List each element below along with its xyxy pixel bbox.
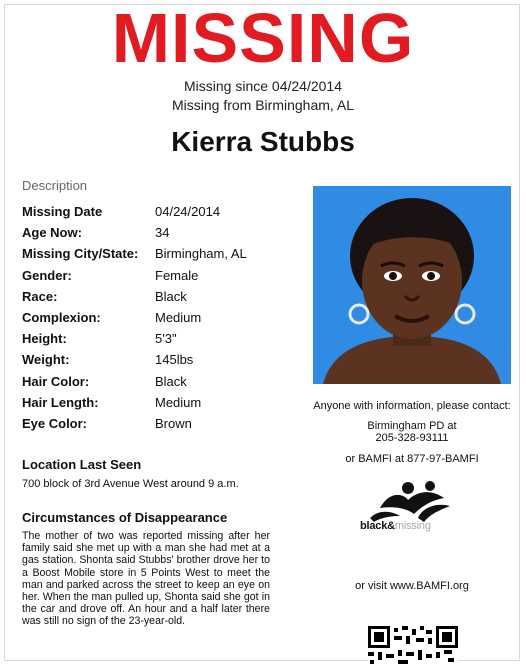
detail-label: Age Now:	[22, 225, 82, 241]
logo-figures-icon	[360, 478, 460, 522]
detail-row	[22, 201, 312, 222]
detail-label: Height:	[22, 331, 67, 347]
detail-label: Weight:	[22, 352, 70, 368]
circumstances-heading: Circumstances of Disappearance	[22, 510, 228, 525]
detail-label: Missing Date	[22, 204, 103, 219]
contact-intro: Anyone with information, please contact:	[313, 400, 511, 412]
detail-row	[22, 392, 312, 413]
detail-row	[22, 265, 312, 286]
detail-label: Eye Color:	[22, 415, 88, 431]
detail-value: Black	[155, 288, 187, 304]
detail-value: 04/24/2014	[155, 204, 221, 219]
missing-since: Missing since 04/24/2014	[184, 78, 342, 94]
detail-value: 145lbs	[155, 352, 194, 368]
detail-value: Black	[155, 373, 187, 389]
detail-value: 5'3"	[155, 331, 177, 347]
details-list	[22, 201, 312, 434]
detail-value: Medium	[155, 309, 202, 325]
detail-label: Hair Length:	[22, 394, 99, 410]
detail-row	[22, 222, 312, 243]
portrait-illustration	[313, 186, 511, 384]
detail-row	[22, 413, 312, 434]
qr-code[interactable]	[368, 626, 458, 665]
circumstances-text: The mother of two was reported missing after her family said she met up with a man she had met at a gas station. Shonta said Stubbs' brother drove her to a Boost Mobile store in 5 Points West to meet the man and parked across the street to keep an eye on her. When the man pulled up, Shonta said she got in the car and drove off. An hour and a half later there was still no sign of the 23-year-old.	[22, 530, 270, 628]
detail-label: Gender:	[22, 267, 72, 283]
detail-row	[22, 349, 312, 370]
detail-row	[22, 371, 312, 392]
contact-phone: 205-328-93111	[375, 432, 449, 444]
person-name: Kierra Stubbs	[171, 126, 355, 157]
description-heading: Description	[22, 178, 88, 193]
detail-label: Hair Color:	[22, 373, 90, 389]
detail-value: Medium	[155, 394, 202, 410]
detail-value: Brown	[155, 415, 192, 431]
detail-value: Female	[155, 267, 199, 283]
missing-title: MISSING	[111, 0, 415, 77]
logo-wordmark	[360, 520, 460, 532]
person-photo	[313, 186, 511, 384]
logo-text-grey: missing	[394, 520, 431, 532]
detail-row	[22, 307, 312, 328]
contact-visit: or visit www.BAMFI.org	[355, 580, 469, 592]
detail-label: Missing City/State:	[22, 246, 139, 262]
detail-label: Race:	[22, 288, 58, 304]
missing-from: Missing from Birmingham, AL	[171, 97, 355, 113]
detail-row	[22, 286, 312, 307]
detail-value: 34	[155, 225, 170, 241]
black-and-missing-logo	[360, 478, 460, 558]
qr-code-icon	[368, 626, 458, 665]
detail-row	[22, 328, 312, 349]
detail-row	[22, 243, 312, 264]
contact-alt: or BAMFI at 877-97-BAMFI	[345, 453, 479, 465]
detail-value: Birmingham, AL	[155, 246, 247, 262]
contact-agency: Birmingham PD at	[367, 420, 457, 432]
location-heading: Location Last Seen	[22, 457, 142, 472]
logo-text-black: black&	[360, 520, 395, 532]
detail-label: Complexion:	[22, 309, 101, 325]
location-text: 700 block of 3rd Avenue West around 9 a.m.	[22, 478, 239, 490]
